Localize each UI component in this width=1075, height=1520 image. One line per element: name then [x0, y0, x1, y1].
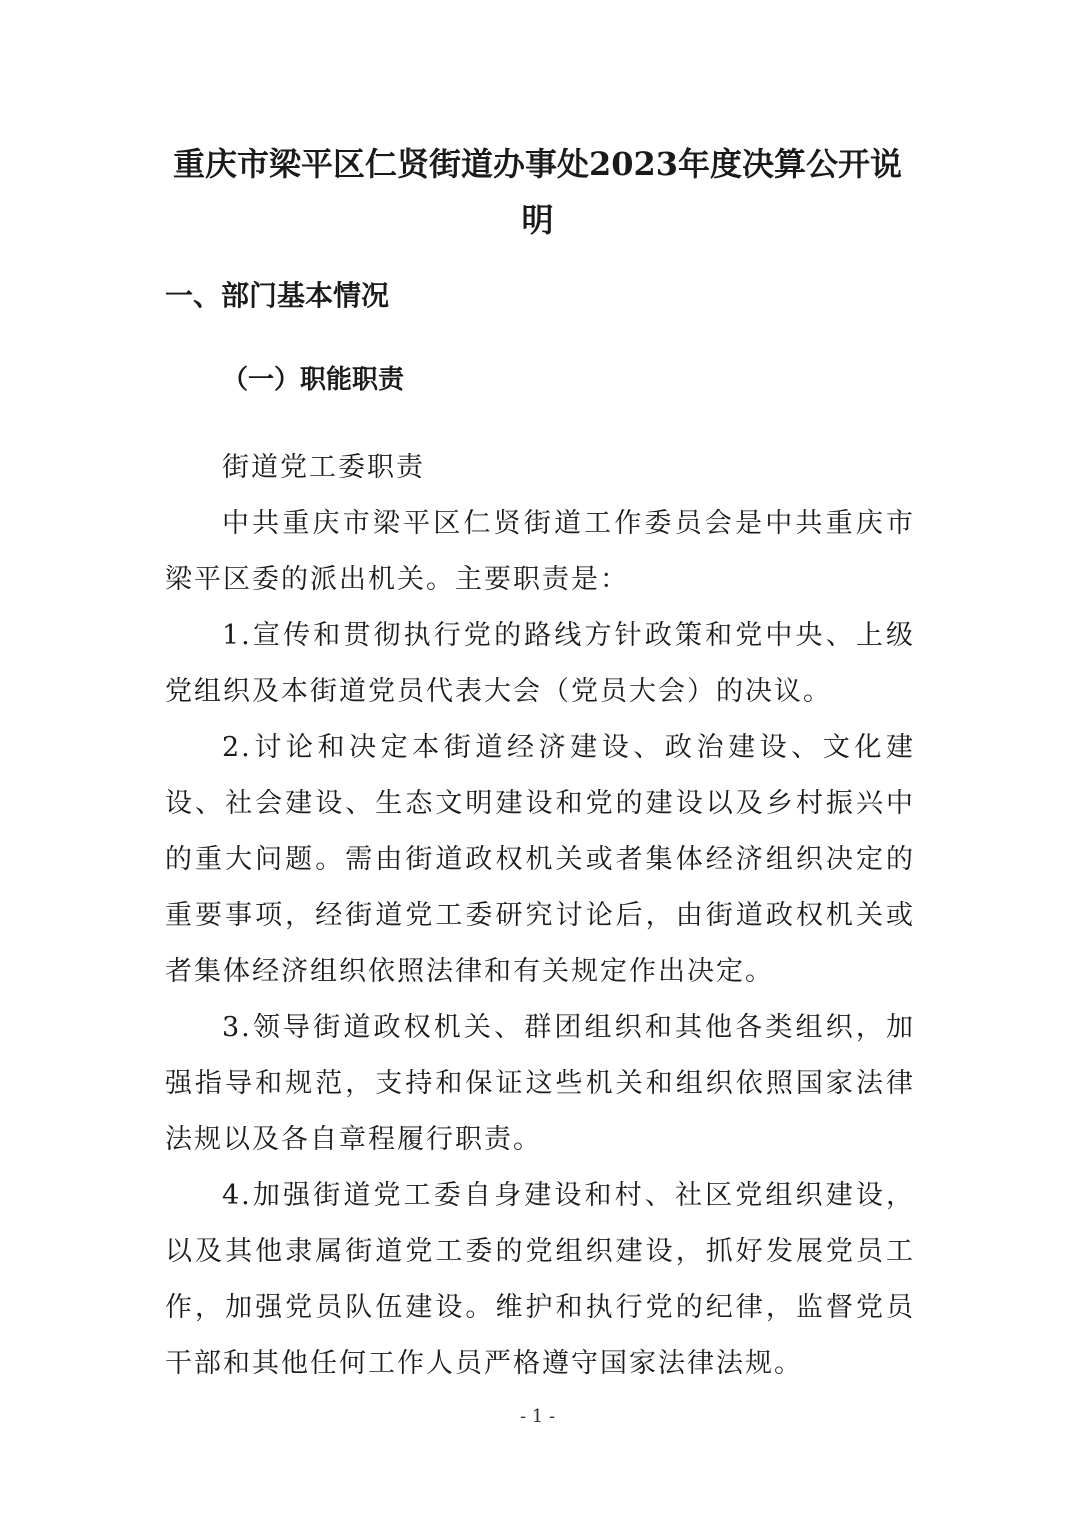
subsection-heading: （一）职能职责: [222, 365, 405, 395]
paragraph-duty-4: 4.加强街道党工委自身建设和村、社区党组织建设，以及其他隶属街道党工委的党组织建设，抓好发展党员工作，加强党员队伍建设。维护和执行党的纪律，监督党员干部和其他任何工作人员严格遵守国家法律法规。: [165, 1180, 915, 1379]
paragraph-intro: 中共重庆市梁平区仁贤街道工作委员会是中共重庆市梁平区委的派出机关。主要职责是：: [165, 508, 915, 595]
paragraph-duty-2: 2.讨论和决定本街道经济建设、政治建设、文化建设、社会建设、生态文明建设和党的建设以及乡村振兴中的重大问题。需由街道政权机关或者集体经济组织决定的重要事项，经街道党工委研究讨论后，由街道政权机关或者集体经济组织依照法律和有关规定作出决定。: [165, 732, 915, 987]
document-title: 重庆市梁平区仁贤街道办事处2023年度决算公开说明: [172, 145, 903, 239]
paragraph-duty-1: 1.宣传和贯彻执行党的路线方针政策和党中央、上级党组织及本街道党员代表大会（党员大会）的决议。: [165, 620, 915, 707]
body-text: [165, 440, 915, 1392]
section-heading: 一、部门基本情况: [165, 279, 390, 312]
paragraph-party-committee-duties: 街道党工委职责: [222, 452, 425, 483]
page-number: - 1 -: [519, 1406, 556, 1427]
paragraph-duty-3: 3.领导街道政权机关、群团组织和其他各类组织，加强指导和规范，支持和保证这些机关和组织依照国家法律法规以及各自章程履行职责。: [165, 1012, 915, 1155]
